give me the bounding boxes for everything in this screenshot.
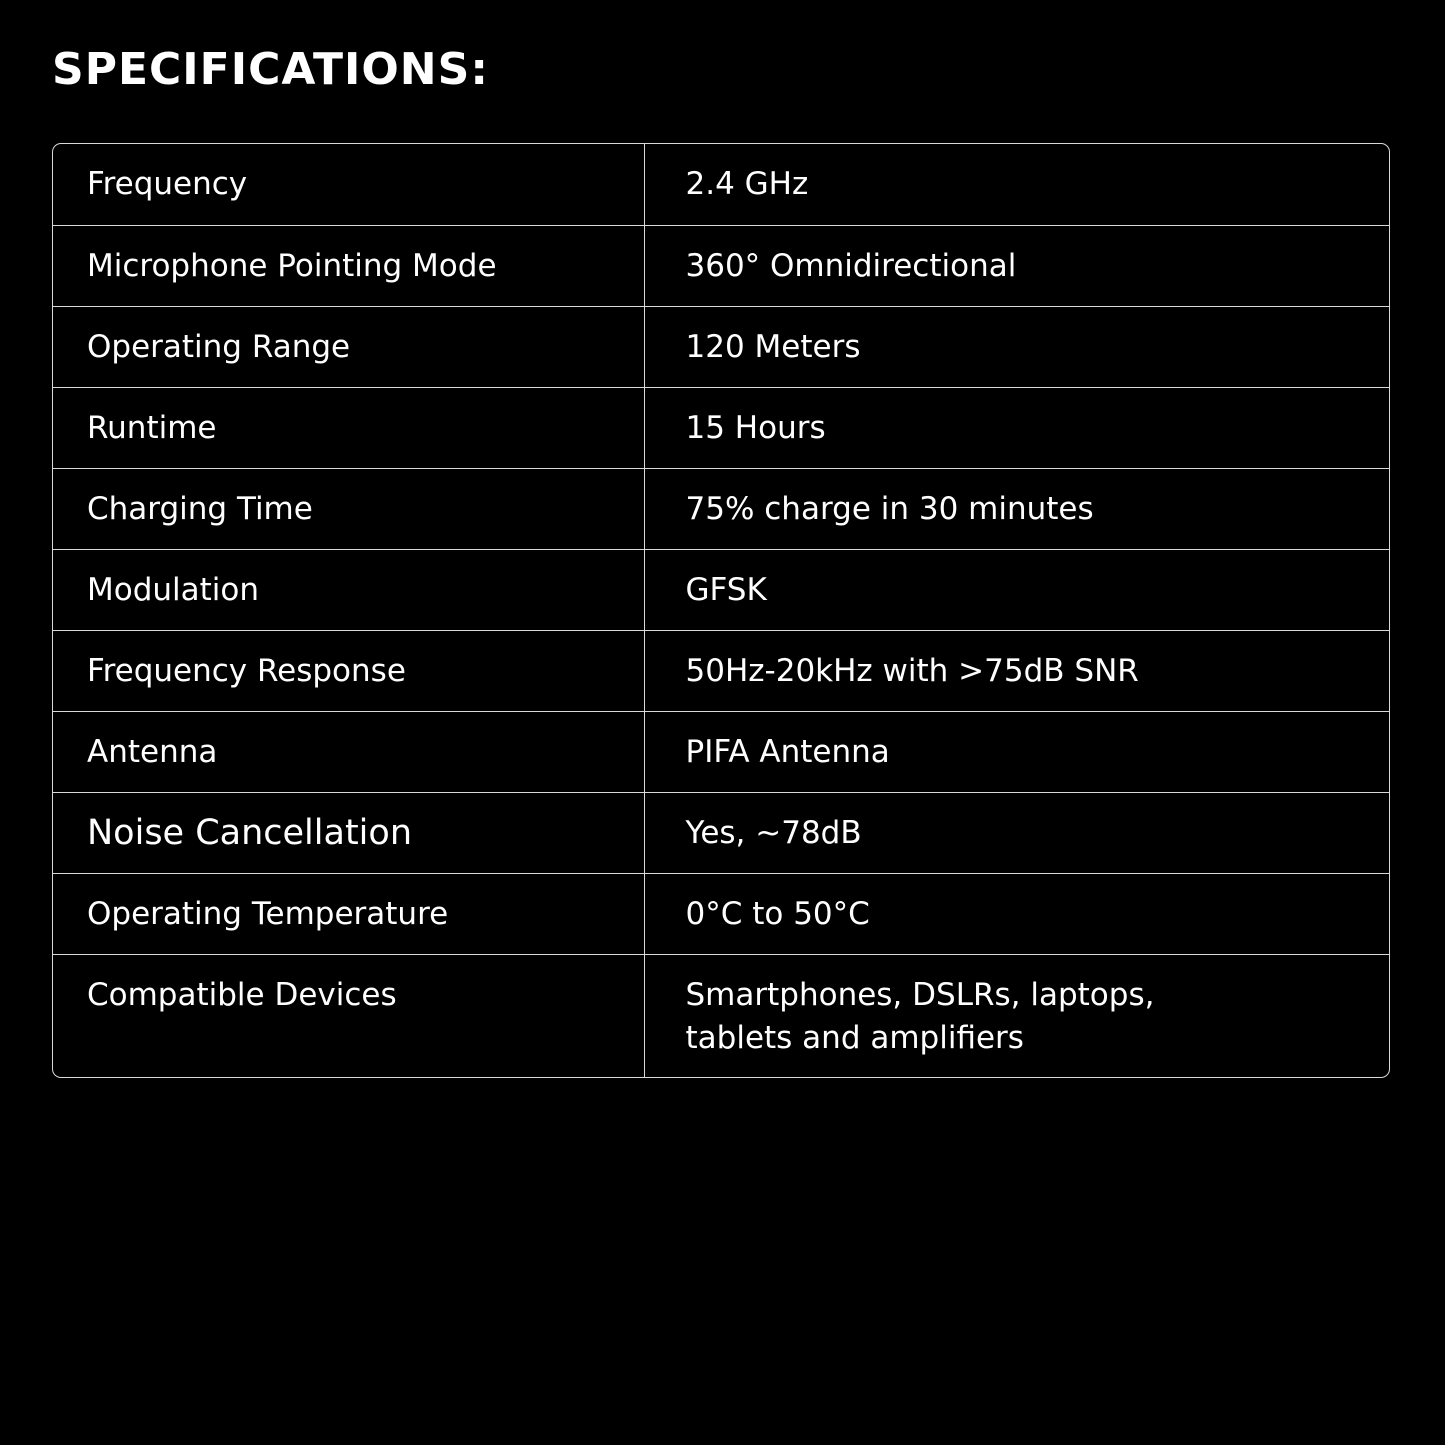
- spec-label: Frequency: [53, 144, 644, 225]
- spec-value: Yes, ~78dB: [644, 792, 1389, 873]
- spec-label: Antenna: [53, 711, 644, 792]
- spec-value: 2.4 GHz: [685, 166, 809, 202]
- spec-value: GFSK: [644, 549, 1389, 630]
- spec-label: Noise Cancellation: [53, 792, 644, 873]
- table-row: [53, 468, 1389, 549]
- table-row: [53, 792, 1389, 873]
- spec-value: 360° Omnidirectional: [644, 225, 1389, 306]
- table-row: [53, 549, 1389, 630]
- spec-label: Runtime: [53, 387, 644, 468]
- spec-label: Compatible Devices: [53, 954, 644, 1077]
- table-row: [53, 954, 1389, 1077]
- spec-table: [52, 143, 1390, 1078]
- spec-value-line: tablets and amplifiers: [685, 1019, 1024, 1056]
- page-title: SPECIFICATIONS:: [52, 44, 489, 95]
- table-row: [53, 144, 1389, 225]
- spec-label: Charging Time: [53, 468, 644, 549]
- spec-value: 120 Meters: [644, 306, 1389, 387]
- spec-value: 75% charge in 30 minutes: [644, 468, 1389, 549]
- table-row: [53, 387, 1389, 468]
- spec-value: 0°C to 50°C: [644, 873, 1389, 954]
- table-row: [53, 873, 1389, 954]
- spec-label: Operating Temperature: [53, 873, 644, 954]
- spec-label: Frequency Response: [53, 630, 644, 711]
- table-row: [53, 711, 1389, 792]
- spec-label: Microphone Pointing Mode: [53, 225, 644, 306]
- spec-label: Modulation: [53, 549, 644, 630]
- spec-value: 50Hz-20kHz with >75dB SNR: [644, 630, 1389, 711]
- spec-value: 15 Hours: [644, 387, 1389, 468]
- table-row: [53, 630, 1389, 711]
- spec-value-line: Smartphones, DSLRs, laptops,: [685, 976, 1155, 1013]
- table-row: [53, 306, 1389, 387]
- spec-label: Operating Range: [53, 306, 644, 387]
- table-row: [53, 225, 1389, 306]
- spec-value: PIFA Antenna: [644, 711, 1389, 792]
- spec-value: [644, 954, 1389, 1077]
